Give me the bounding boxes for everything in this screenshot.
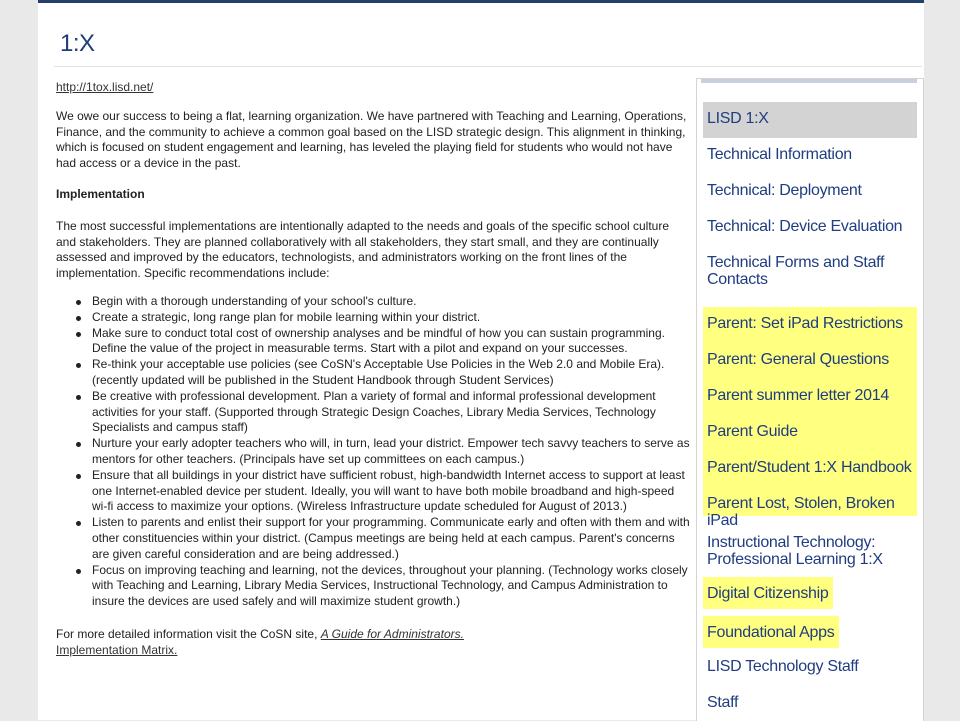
- sidebar-item-lisd-technology-staff[interactable]: LISD Technology Staff: [707, 658, 859, 675]
- top-bar: [38, 0, 924, 3]
- list-item: Create a strategic, long range plan for mobile learning within your district.: [92, 310, 691, 326]
- sidebar-item-foundational-apps[interactable]: Foundational Apps: [703, 616, 839, 648]
- sidebar-item-parent-guide[interactable]: Parent Guide: [703, 415, 917, 451]
- sidebar-item-parent-ipad-restrictions[interactable]: Parent: Set iPad Restrictions: [703, 307, 917, 343]
- main-content: [56, 78, 691, 659]
- list-item: Begin with a thorough understanding of your school's culture.: [92, 294, 691, 310]
- intro-paragraph: We owe our success to being a flat, learning organization. We have partnered with Teaching and Learning, Operations, Finance, and the community to achieve a common goal based on the LISD strategic design. This alignment in thinking, which is focused on student engagement and learning, has leveled the playing field for students who would not have had access or a device in the past.: [56, 108, 687, 171]
- list-item: Ensure that all buildings in your district have sufficient robust, high-bandwidth Internet access to support at least one Internet-enabled device per student. Ideally, you will want to have both mobile broadband and high-speed wi-fi access to maximize your options. (Wireless Infrastructure update scheduled for August of 2013.): [92, 468, 691, 515]
- recommendations-list: [56, 294, 691, 610]
- list-item: Listen to parents and enlist their support for your programming. Communicate early and often with them and with other constituencies within your district. (Campus meetings are being held at each campus. Parent's concerns are given careful consideration and are being addressed.): [92, 515, 690, 561]
- sidebar-item-staff[interactable]: Staff: [707, 694, 739, 711]
- sidebar-item-parent-lost-stolen-broken[interactable]: Parent Lost, Stolen, Broken iPad: [703, 487, 917, 516]
- sidebar-nav: [696, 78, 924, 721]
- list-item: Be creative with professional development. Plan a variety of formal and informal professional development activities for your staff. (Supported through Strategic Design Coaches, Library Media Services, Technology Specialists and campus staff): [92, 389, 691, 436]
- footer-paragraph: [56, 627, 691, 659]
- list-item: Focus on improving teaching and learning, not the devices, throughout your planning. (Technology works closely with Teaching and Learning, Library Media Services, Instructional Technology, and Campus Administration to insure the devices are used safely and will maximize student growth.): [92, 563, 691, 610]
- sidebar-item-technical-forms-staff-contacts[interactable]: Technical Forms and Staff Contacts: [707, 254, 885, 288]
- sidebar-top-bar: [701, 79, 917, 83]
- page-title: 1:X: [60, 30, 95, 57]
- sidebar-item-technical-device-evaluation[interactable]: Technical: Device Evaluation: [707, 218, 903, 235]
- list-item: Make sure to conduct total cost of ownership analyses and be mindful of how you can sustain programming. Define the value of the project in measurable terms. Start with a pilot and expand on your successes.: [92, 326, 691, 358]
- implementation-heading: Implementation: [56, 186, 145, 201]
- page-container: [38, 0, 924, 720]
- guide-for-administrators-link[interactable]: A Guide for Administrators.: [320, 626, 464, 641]
- list-item: Nurture your early adopter teachers who will, in turn, lead your district. Empower tech savvy teachers to serve as mentors for other teachers. (Principals have set up committees on each campus.): [92, 436, 690, 466]
- implementation-paragraph: The most successful implementations are intentionally adapted to the needs and goals of the specific school culture and stakeholders. They are planned collaboratively with all stakeholders, they start small, and they are continually assessed and improved by the educators, technologists, and administrators working on the front lines of the implementation. Specific recommendations include:: [56, 218, 670, 281]
- sidebar-item-parent-student-handbook[interactable]: Parent/Student 1:X Handbook: [703, 451, 917, 487]
- implementation-matrix-link[interactable]: Implementation Matrix.: [56, 642, 178, 657]
- sidebar-item-technical-deployment[interactable]: Technical: Deployment: [707, 182, 862, 199]
- site-url-link[interactable]: http://1tox.lisd.net/: [56, 80, 154, 94]
- sidebar-item-lisd-1x[interactable]: LISD 1:X: [703, 102, 917, 138]
- sidebar-item-parent-summer-letter[interactable]: Parent summer letter 2014: [703, 379, 917, 415]
- sidebar-item-technical-information[interactable]: Technical Information: [707, 146, 852, 163]
- footer-text: For more detailed information visit the CoSN site,: [56, 626, 321, 641]
- title-divider: [54, 66, 922, 67]
- list-item: Re-think your acceptable use policies (see CoSN's Acceptable Use Policies in the Web 2.0 and Mobile Era). (recently updated will be published in the Student Handbook through Student Services): [92, 357, 691, 389]
- sidebar-item-digital-citizenship[interactable]: Digital Citizenship: [703, 577, 833, 609]
- sidebar-item-instructional-technology[interactable]: Instructional Technology: Professional Learning 1:X: [707, 534, 883, 568]
- sidebar-item-parent-general-questions[interactable]: Parent: General Questions: [703, 343, 917, 379]
